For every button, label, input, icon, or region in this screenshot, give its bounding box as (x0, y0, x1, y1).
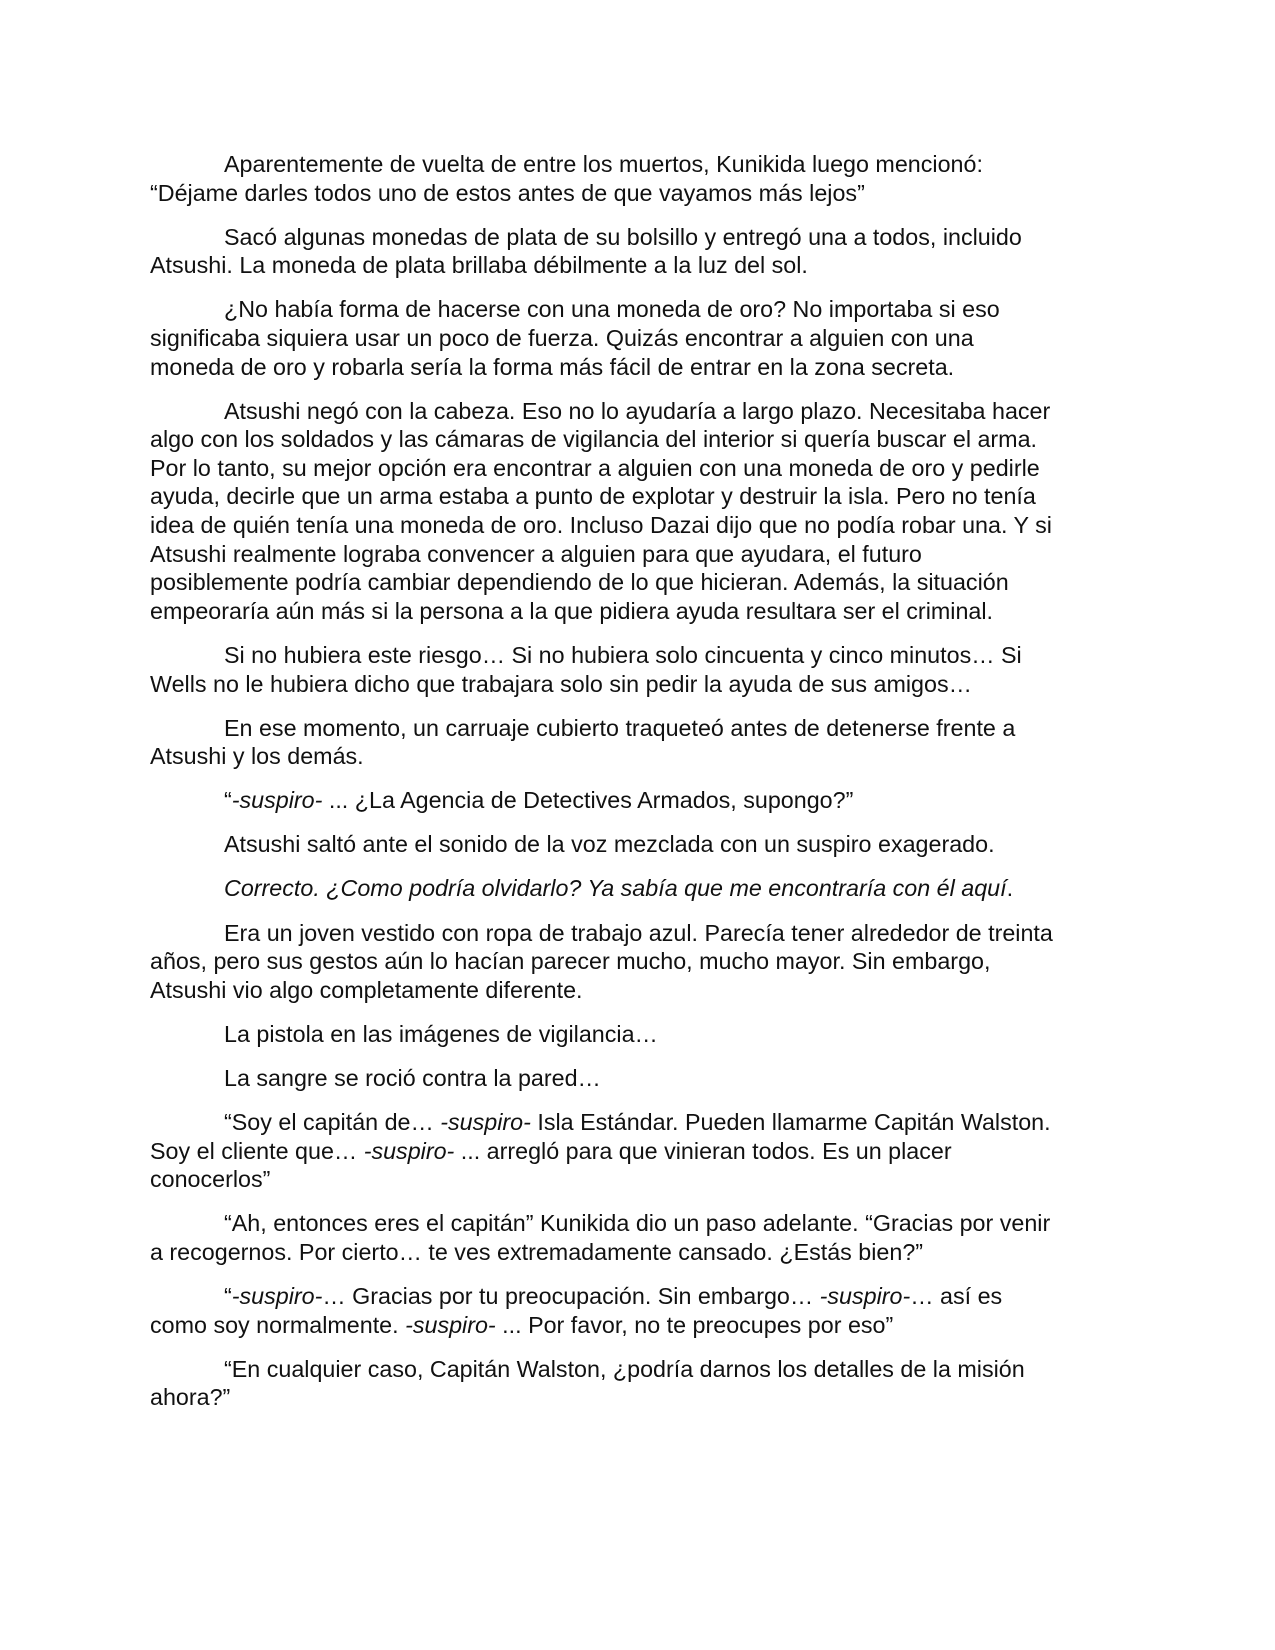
text-line (150, 947, 1125, 976)
paragraph (150, 874, 1125, 903)
text-run: En ese momento, un carruaje cubierto traqueteó antes de detenerse frente a (224, 714, 1016, 741)
text-run: Atsushi negó con la cabeza. Eso no lo ayudaría a largo plazo. Necesitaba hacer (224, 397, 1051, 424)
text-run: idea de quién tenía una moneda de oro. Incluso Dazai dijo que no podía robar una. Y si (150, 512, 1052, 539)
italic-run: -suspiro- (231, 1283, 323, 1309)
text-line (150, 1137, 1125, 1166)
text-line (150, 454, 1125, 483)
text-run: ... arregló para que vinieran todos. Es un placer (454, 1137, 952, 1164)
text-run: conocerlos” (150, 1166, 271, 1193)
italic-run: -suspiro- (231, 787, 323, 814)
text-line (150, 568, 1125, 597)
text-line (150, 251, 1125, 280)
text-line (150, 830, 1125, 859)
text-run: “En cualquier caso, Capitán Walston, ¿podría darnos los detalles de la misión (224, 1355, 1025, 1382)
text-line (150, 641, 1125, 670)
paragraph (150, 919, 1125, 1005)
italic-run: -suspiro- (363, 1137, 455, 1164)
text-run: “Déjame darles todos uno de estos antes de que vayamos más lejos” (150, 179, 865, 206)
text-line (150, 425, 1125, 454)
text-run: … así es (910, 1283, 1003, 1309)
text-line (150, 1282, 1125, 1311)
text-line (150, 976, 1125, 1005)
text-run: Sacó algunas monedas de plata de su bolsillo y entregó una a todos, incluido (224, 223, 1022, 250)
paragraph (150, 1064, 1125, 1093)
paragraph (150, 150, 1125, 207)
text-run: … Gracias por tu preocupación. Sin embargo… (322, 1283, 820, 1309)
paragraph (150, 1020, 1125, 1049)
text-run: algo con los soldados y las cámaras de vigilancia del interior si quería buscar el arma. (150, 426, 1038, 453)
text-line (150, 1209, 1125, 1238)
text-run: “Ah, entonces eres el capitán” Kunikida dio un paso adelante. “Gracias por venir (224, 1210, 1051, 1237)
text-line (150, 295, 1125, 324)
text-line (150, 1064, 1125, 1093)
text-run: Aparentemente de vuelta de entre los muertos, Kunikida luego mencionó: (224, 151, 983, 177)
text-run: Soy el cliente que… (150, 1137, 364, 1164)
paragraph (150, 1282, 1125, 1339)
italic-run: -suspiro- (440, 1109, 531, 1136)
text-run: Wells no le hubiera dicho que trabajara solo sin pedir la ayuda de sus amigos… (150, 670, 972, 697)
paragraph (150, 295, 1125, 381)
text-line (150, 179, 1125, 208)
text-line (150, 1238, 1125, 1267)
text-line (150, 597, 1125, 626)
text-run: Atsushi realmente lograba convencer a alguien para que ayudara, el futuro (150, 540, 922, 567)
text-run: La pistola en las imágenes de vigilancia… (224, 1020, 658, 1047)
text-run: Isla Estándar. Pueden llamarme Capitán Walston. (530, 1109, 1051, 1136)
text-run: La sangre se roció contra la pared… (224, 1064, 601, 1091)
text-line (150, 874, 1125, 903)
text-line (150, 1108, 1125, 1137)
text-line (150, 150, 1125, 179)
text-run: “ (224, 1283, 232, 1309)
text-run: años, pero sus gestos aún lo hacían parecer mucho, mucho mayor. Sin embargo, (150, 948, 991, 975)
italic-run: -suspiro- (819, 1283, 911, 1309)
text-run: Si no hubiera este riesgo… Si no hubiera solo cincuenta y cinco minutos… Si (224, 641, 1022, 668)
text-run: Por lo tanto, su mejor opción era encontrar a alguien con una moneda de oro y pedirle (150, 454, 1040, 481)
document-page (150, 150, 1125, 1427)
text-line (150, 511, 1125, 540)
text-run: Atsushi saltó ante el sonido de la voz mezclada con un suspiro exagerado. (224, 831, 995, 858)
paragraph (150, 1108, 1125, 1194)
text-line (150, 1355, 1125, 1384)
text-line (150, 786, 1125, 815)
text-run: “ (224, 787, 232, 814)
text-line (150, 1311, 1125, 1340)
text-line (150, 1383, 1125, 1412)
text-line (150, 540, 1125, 569)
paragraph (150, 714, 1125, 771)
text-line (150, 353, 1125, 382)
paragraph (150, 641, 1125, 698)
text-line (150, 397, 1125, 426)
paragraph (150, 1355, 1125, 1412)
text-run: como soy normalmente. (150, 1311, 406, 1338)
text-line (150, 742, 1125, 771)
paragraph (150, 1209, 1125, 1266)
paragraph (150, 397, 1125, 626)
text-run: ayuda, decirle que un arma estaba a punto de explotar y destruir la isla. Pero no tenía (150, 483, 1036, 510)
paragraph (150, 223, 1125, 280)
text-line (150, 324, 1125, 353)
text-run: Atsushi y los demás. (150, 743, 364, 770)
text-run: Atsushi vio algo completamente diferente. (150, 976, 583, 1003)
text-run: empeoraría aún más si la persona a la que pidiera ayuda resultara ser el criminal. (150, 597, 994, 624)
text-line (150, 1165, 1125, 1194)
text-run: . (1006, 875, 1014, 902)
paragraph (150, 830, 1125, 859)
text-line (150, 223, 1125, 252)
text-line (150, 670, 1125, 699)
text-run: moneda de oro y robarla sería la forma más fácil de entrar en la zona secreta. (150, 353, 955, 380)
text-run: ¿No había forma de hacerse con una moneda de oro? No importaba si eso (224, 296, 1000, 323)
text-run: Atsushi. La moneda de plata brillaba débilmente a la luz del sol. (150, 252, 808, 279)
text-line (150, 482, 1125, 511)
text-line (150, 714, 1125, 743)
text-run: ... Por favor, no te preocupes por eso” (495, 1311, 894, 1338)
text-line (150, 1020, 1125, 1049)
text-run: Era un joven vestido con ropa de trabajo azul. Parecía tener alrededor de treinta (224, 919, 1053, 946)
text-run: significaba siquiera usar un poco de fuerza. Quizás encontrar a alguien con una (150, 324, 974, 351)
text-run: ... ¿La Agencia de Detectives Armados, supongo?” (322, 787, 854, 814)
italic-run: -suspiro- (405, 1311, 496, 1338)
text-run: a recogernos. Por cierto… te ves extremadamente cansado. ¿Estás bien?” (150, 1238, 924, 1265)
text-line (150, 919, 1125, 948)
paragraph (150, 786, 1125, 815)
text-run: “Soy el capitán de… (224, 1109, 441, 1136)
text-run: posiblemente podría cambiar dependiendo de lo que hicieran. Además, la situación (150, 569, 1009, 596)
italic-run: Correcto. ¿Como podría olvidarlo? Ya sabía que me encontraría con él aquí (224, 875, 1007, 902)
text-run: ahora?” (150, 1384, 231, 1411)
